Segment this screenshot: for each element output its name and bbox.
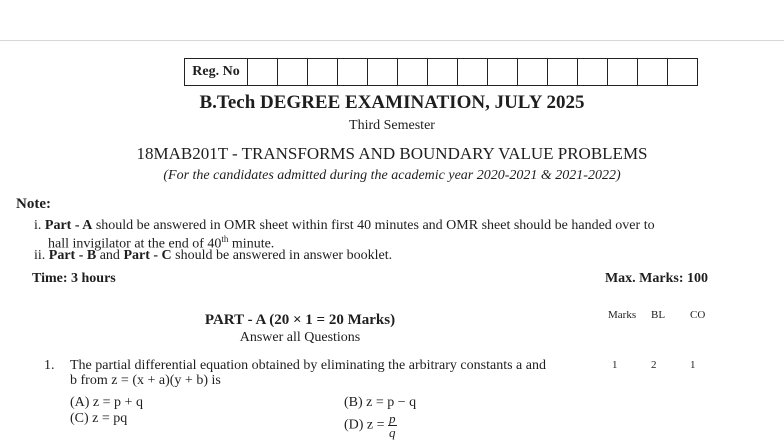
note-item-2-text: should be answered in answer booklet. [171,248,393,263]
exam-title: B.Tech DEGREE EXAMINATION, JULY 2025 [199,92,585,113]
reg-no-box [338,59,368,86]
reg-no-box [668,59,698,86]
option-a: (A) z = p + q [70,395,143,410]
reg-no-box [578,59,608,86]
col-header-bl: BL [651,309,666,321]
note-item-1-part: Part - A [44,218,93,233]
question-number: 1. [44,358,55,373]
question-text-line-1: The partial differential equation obtained by eliminating the arbitrary constants a and [70,358,546,373]
top-scan-edge [0,40,784,41]
note-heading: Note: [16,196,51,212]
reg-no-box [248,59,278,86]
reg-no-box [548,59,578,86]
semester: Third Semester [349,118,435,133]
reg-no-label: Reg. No [185,59,248,86]
option-b: (B) z = p − q [344,395,417,410]
note-item-2-and: and [96,248,124,263]
question-text-line-2: b from z = (x + a)(y + b) is [70,373,221,388]
course-title: 18MAB201T - TRANSFORMS AND BOUNDARY VALUE PROBLEMS [136,144,648,163]
note-item-2-part-b: Part - B [48,248,97,263]
exam-time: Time: 3 hours [32,271,116,286]
option-c: (C) z = pq [70,411,128,426]
reg-no-box [638,59,668,86]
note-item-1-text-3: minute. [228,236,275,252]
question-bl: 2 [651,359,657,371]
candidates-note: (For the candidates admitted during the academic year 2020-2021 & 2021-2022) [163,168,621,183]
note-item-2-number: ii. [34,248,46,263]
question-co: 1 [690,359,696,371]
note-item-1-text-2: hall invigilator at the end of 40 [48,236,222,252]
option-d-numerator: p [389,411,396,426]
note-item-2-part-c: Part - C [123,248,172,263]
note-item-2 [34,248,392,264]
reg-no-grid [184,58,698,86]
note-item-1-line-1 [34,218,655,233]
col-header-marks: Marks [608,309,637,321]
reg-no-box [398,59,428,86]
note-item-1-number: i. [34,218,42,233]
option-d-denominator: q [389,425,396,440]
option-d-label: (D) z = [344,417,385,433]
reg-no-box [488,59,518,86]
part-a-heading: PART - A (20 × 1 = 20 Marks) [204,312,396,328]
reg-no-box [308,59,338,86]
note-item-1-text: should be answered in OMR sheet within first 40 minutes and OMR sheet should be handed over to [92,218,655,233]
question-marks: 1 [612,359,618,371]
option-d [344,412,397,439]
reg-no-box [428,59,458,86]
reg-no-box [458,59,488,86]
note-item-1-sup: th [221,234,229,244]
reg-no-box [518,59,548,86]
option-d-fraction [388,412,397,439]
col-header-co: CO [690,309,706,321]
part-a-instruction: Answer all Questions [239,330,361,345]
reg-no-box [608,59,638,86]
reg-no-box [278,59,308,86]
reg-no-box [368,59,398,86]
max-marks: Max. Marks: 100 [604,271,708,286]
